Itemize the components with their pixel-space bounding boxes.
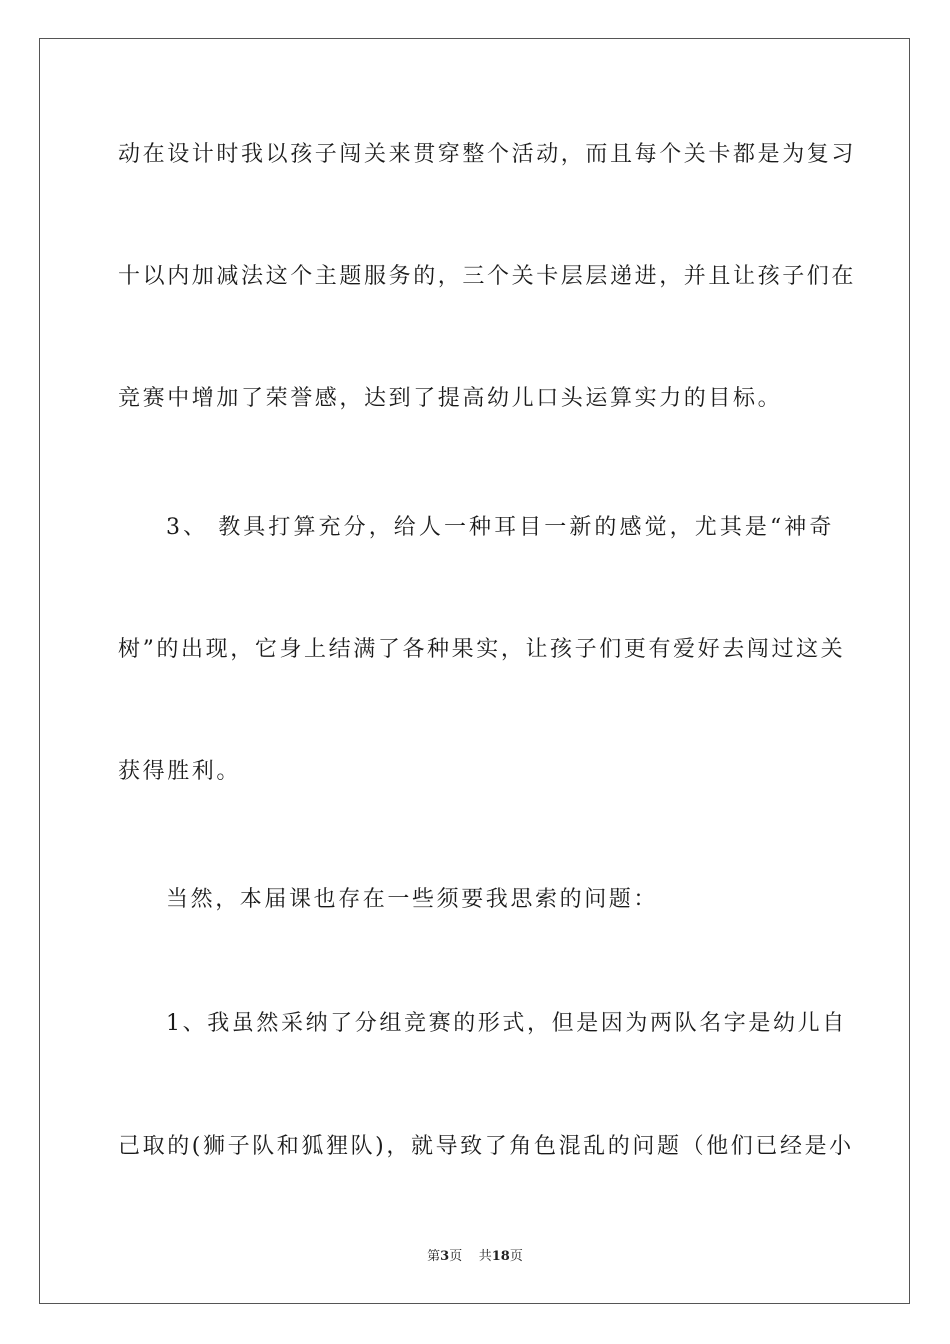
text-line-9: 己取的(狮子队和狐狸队)，就导致了角色混乱的问题（他们已经是小 [118, 1134, 854, 1159]
footer-page-number: 3 [440, 1249, 450, 1264]
text-line-7: 当然，本届课也存在一些须要我思索的问题： [166, 887, 659, 912]
page-border [39, 38, 910, 1304]
text-line-2: 十以内加减法这个主题服务的，三个关卡层层递进，并且让孩子们在 [118, 264, 857, 289]
footer-total-pages: 18 [491, 1249, 510, 1264]
text-line-5: 树”的出现，它身上结满了各种果实，让孩子们更有爱好去闯过这关 [118, 637, 846, 662]
footer-page-prefix: 第 [427, 1249, 441, 1264]
footer-page-suffix: 页 [449, 1249, 463, 1264]
text-line-1: 动在设计时我以孩子闯关来贯穿整个活动，而且每个关卡都是为复习 [118, 142, 857, 167]
text-line-6: 获得胜利。 [118, 759, 242, 784]
footer-total-prefix: 共 [478, 1249, 492, 1264]
text-line-3: 竞赛中增加了荣誉感，达到了提高幼儿口头运算实力的目标。 [118, 386, 783, 411]
text-line-8: 1、我虽然采纳了分组竞赛的形式，但是因为两队名字是幼儿自 [166, 1011, 847, 1036]
page-footer [0, 1248, 950, 1266]
text-line-4: 3、 教具打算充分，给人一种耳目一新的感觉，尤其是“神奇 [166, 515, 834, 540]
footer-total-suffix: 页 [509, 1249, 523, 1264]
